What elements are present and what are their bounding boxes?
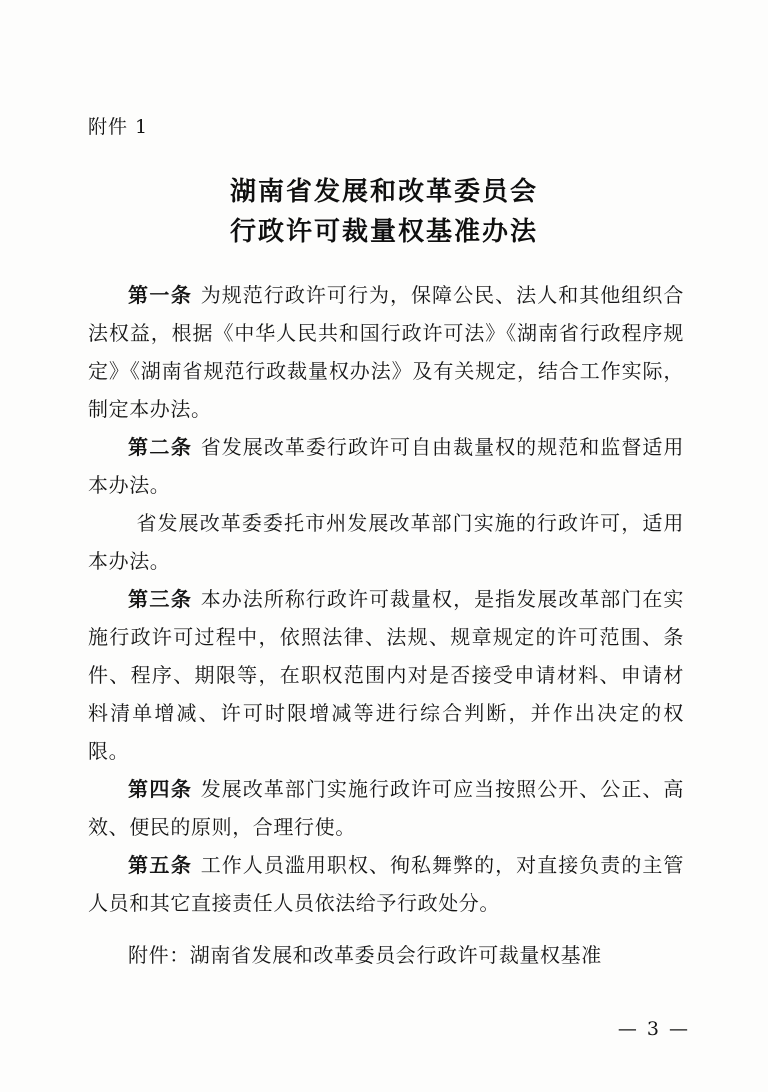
- article-text: 为规范行政许可行为，保障公民、法人和其他组织合法权益，根据《中华人民共和国行政许可法》《湖南省行政程序规定》《湖南省规范行政裁量权办法》及有关规定，结合工作实际，制定本办法。: [88, 283, 684, 421]
- article-marker: 第一条: [128, 283, 193, 307]
- article-paragraph: [88, 276, 684, 428]
- article-paragraph: [88, 428, 684, 504]
- attachment-label: 附件 1: [88, 116, 149, 138]
- article-paragraph: [88, 580, 684, 770]
- article-marker: 第二条: [128, 435, 193, 459]
- title-line-1: 湖南省发展和改革委员会: [229, 177, 538, 207]
- annex-line: 附件：湖南省发展和改革委员会行政许可裁量权基准: [128, 943, 602, 967]
- article-text: 本办法所称行政许可裁量权，是指发展改革部门在实施行政许可过程中，依照法律、法规、规章规定的许可范围、条件、程序、期限等，在职权范围内对是否接受申请材料、申请材料清单增减、许可时限增减等进行综合判断，并作出决定的权限。: [88, 587, 684, 763]
- article-text: 省发展改革委行政许可自由裁量权的规范和监督适用本办法。: [88, 435, 684, 497]
- article-text: 发展改革部门实施行政许可应当按照公开、公正、高效、便民的原则，合理行使。: [88, 777, 684, 839]
- article-marker: 第三条: [128, 587, 193, 611]
- article-text: 工作人员滥用职权、徇私舞弊的，对直接负责的主管人员和其它直接责任人员依法给予行政处分。: [88, 853, 684, 915]
- article-paragraph: [88, 770, 684, 846]
- page-number: — 3 —: [617, 1018, 690, 1040]
- article-text: 省发展改革委委托市州发展改革部门实施的行政许可，适用本办法。: [88, 511, 684, 573]
- article-paragraph: [88, 846, 684, 922]
- article-marker: [128, 511, 136, 535]
- article-paragraph: [88, 504, 684, 580]
- article-marker: 第五条: [128, 853, 193, 877]
- document-body: [88, 276, 684, 974]
- page-title: [0, 172, 768, 252]
- article-marker: 第四条: [128, 777, 193, 801]
- title-line-2: 行政许可裁量权基准办法: [229, 217, 538, 247]
